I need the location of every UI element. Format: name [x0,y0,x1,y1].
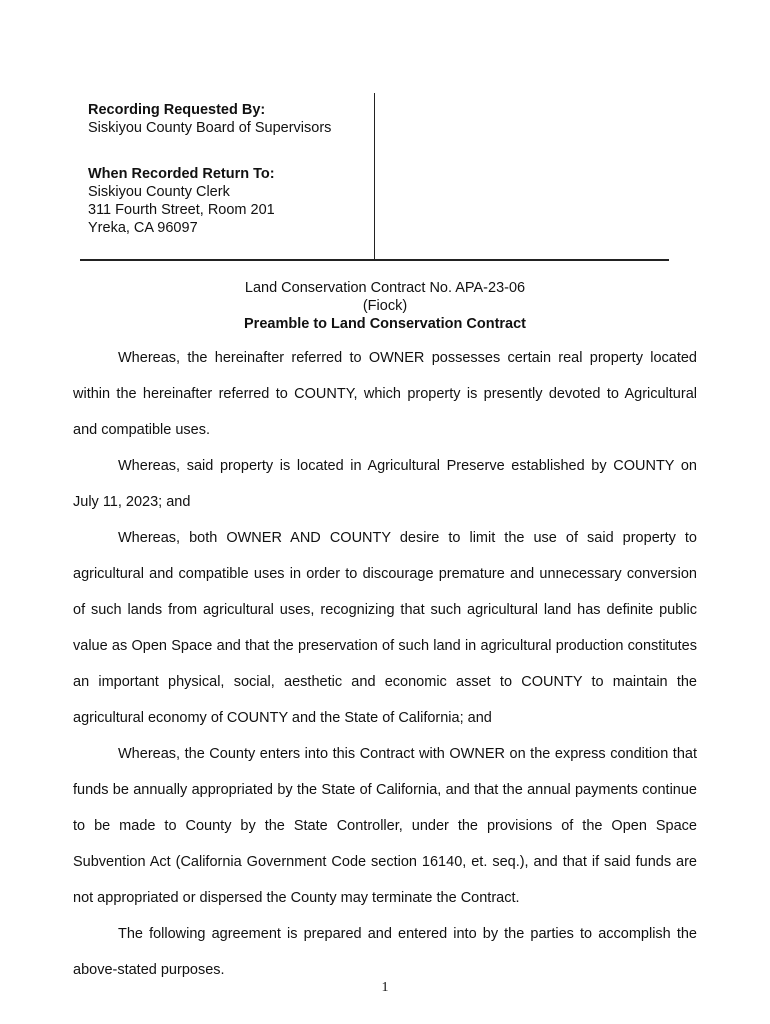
paragraph: Whereas, the County enters into this Contract with OWNER on the express condition that funds be annually appropriated by the State of California, and that the annual payments continue to be made to County by the State Controller, under the provisions of the Open Space Subvention Act (California Government Code section 16140, et. seq.), and that if said funds are not appropriated or dispersed the County may terminate the Contract. [73,746,697,906]
return-to-label: When Recorded Return To: [88,166,275,182]
paragraph: Whereas, said property is located in Agricultural Preserve established by COUNTY on July 11, 2023; and [73,458,697,510]
paragraph: Whereas, both OWNER AND COUNTY desire to limit the use of said property to agricultural and compatible uses in order to discourage premature and unnecessary conversion of such lands from agricultural uses, recognizing that such agricultural land has definite public value as Open Space and that the preservation of such land in agricultural production constitutes an important physical, social, aesthetic and economic asset to COUNTY to maintain the agricultural economy of COUNTY and the State of California; and [73,530,697,726]
return-to-group [88,165,368,237]
return-to-line: Siskiyou County Clerk [88,184,230,200]
contract-number: Land Conservation Contract No. APA-23-06 [244,280,526,296]
requested-by-value: Siskiyou County Board of Supervisors [88,120,332,136]
header-vertical-divider [374,93,375,260]
paragraph: The following agreement is prepared and entered into by the parties to accomplish the above-stated purposes. [73,926,697,978]
contract-party: (Fiock) [362,298,408,314]
return-to-line: Yreka, CA 96097 [88,220,198,236]
title-block [0,279,770,333]
recording-block [88,101,368,237]
document-heading: Preamble to Land Conservation Contract [244,316,526,332]
return-to-line: 311 Fourth Street, Room 201 [88,202,275,218]
paragraph: Whereas, the hereinafter referred to OWNER possesses certain real property located within the hereinafter referred to COUNTY, which property is presently devoted to Agricultural and compatible uses. [73,350,697,438]
header-horizontal-divider [80,259,669,261]
requested-by-label: Recording Requested By: [88,102,266,118]
page-number: 1 [381,980,389,995]
body-text [73,340,697,988]
